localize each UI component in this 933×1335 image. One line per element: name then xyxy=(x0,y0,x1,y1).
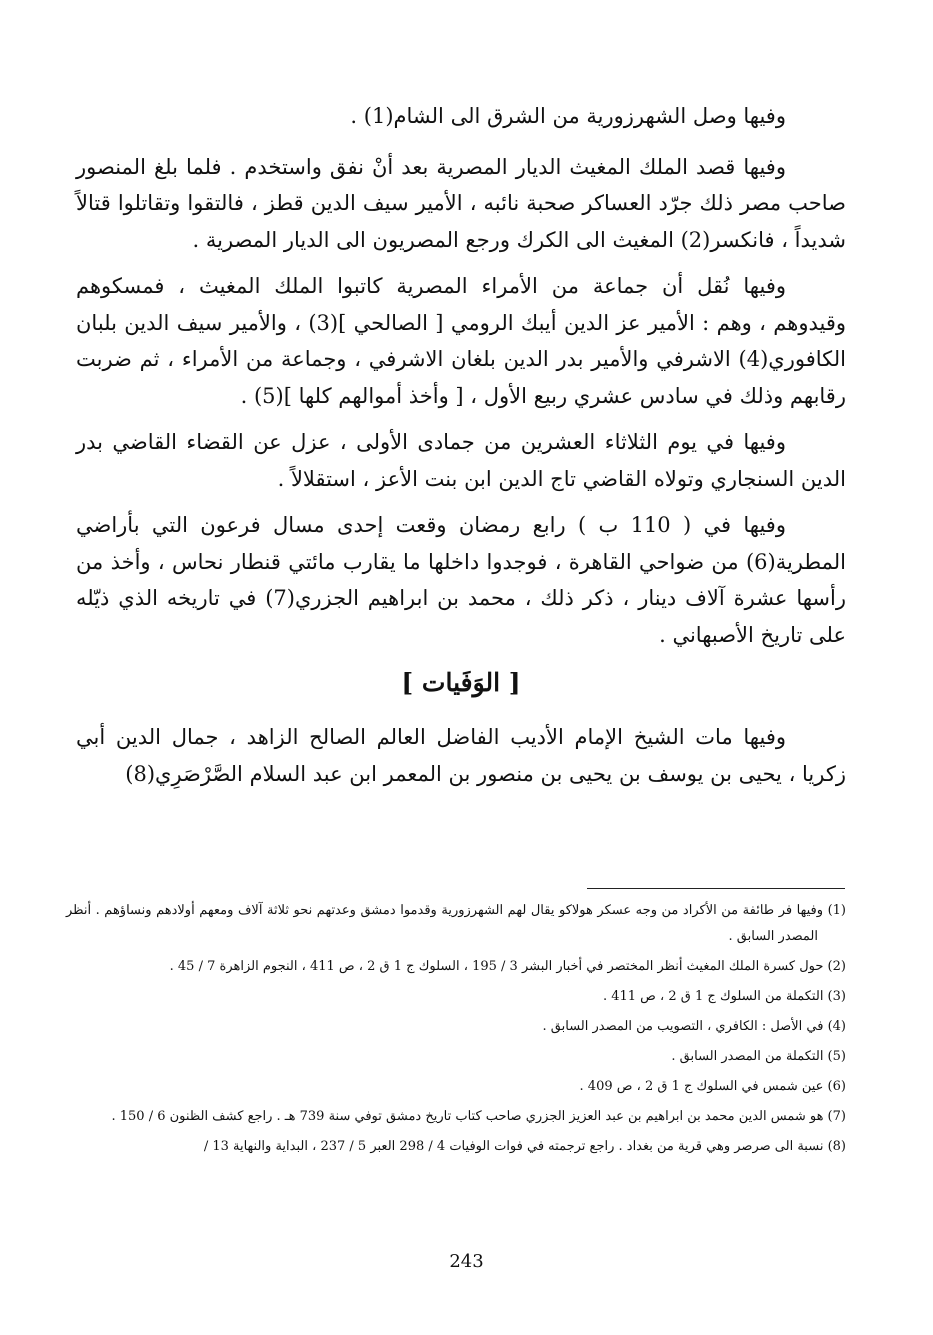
paragraph-death-sarsari: وفيها مات الشيخ الإمام الأديب الفاضل العالم الصالح الزاهد ، جمال الدين أبي زكريا ، يحيى بن يوسف بن يحيى بن منصور بن المعمر ابن عبد السلام الصَّرْصَرِي(8) xyxy=(76,725,846,786)
footnote-1: (1) وفيها فر طائفة من الأكراد من وجه عسكر هولاكو يقال لهم الشهرزورية وقدموا دمشق وعدتهم نحو ثلاثة آلاف ومعهم أولادهم ونساؤهم . أنظر المصدر السابق . xyxy=(66,903,846,944)
paragraph-obelisk: وفيها في ( 110 ب ) رابع رمضان وقعت إحدى مسال فرعون التي بأراضي المطرية(6) من ضواحي القاهرة ، فوجدوا داخلها ما يقارب مائتي قنطار نحاس ، وأخذ من رأسها عشرة آلاف دينار ، ذكر ذلك ، محمد بن ابراهيم الجزري(7) في تاريخه الذي ذيّله على تاريخ الأصبهاني . xyxy=(76,513,846,647)
paragraph-mughith-egypt: وفيها قصد الملك المغيث الديار المصرية بعد أنْ نفق واستخدم . فلما بلغ المنصور صاحب مصر ذلك جرّد العساكر صحبة نائبه ، الأمير سيف الدين قطز ، فالتقوا وتقاتلوا قتالاً شديداً ، فانكسر(2) المغيث الى الكرك ورجع المصريون الى الديار المصرية . xyxy=(76,154,846,252)
footnote-2: (2) حول كسرة الملك المغيث أنظر المختصر في أخبار البشر 3 / 195 ، السلوك ج 1 ق 2 ، ص 411 ، النجوم الزاهرة 7 / 45 . xyxy=(169,959,846,974)
footnotes xyxy=(66,898,846,1164)
paragraph-qadi-dismissal: وفيها في يوم الثلاثاء العشرين من جمادى الأولى ، عزل عن القضاء القاضي بدر الدين السنجاري وتولاه القاضي تاج الدين ابن بنت الأعز ، استقلالاً . xyxy=(76,430,846,491)
footnote-7: (7) هو شمس الدين محمد بن ابراهيم بن عبد العزيز الجزري صاحب كتاب تاريخ دمشق توفي سنة 739 هـ . راجع كشف الظنون 6 / 150 . xyxy=(111,1109,846,1124)
footnote-3: (3) التكملة من السلوك ج 1 ق 2 ، ص 411 . xyxy=(602,989,846,1004)
footnote-4: (4) في الأصل : الكافري ، التصويب من المصدر السابق . xyxy=(542,1019,846,1034)
main-text xyxy=(76,98,846,802)
page-number: 243 xyxy=(449,1251,484,1272)
footnote-separator xyxy=(587,888,845,889)
footnote-8: (8) نسبة الى صرصر وهي قرية من بغداد . راجع ترجمته في فوات الوفيات 4 / 298 العبر 5 / 237 ، البداية والنهاية 13 / xyxy=(203,1139,846,1154)
section-heading-deaths: [ الوَفَيات ] xyxy=(401,668,521,697)
paragraph-emirs-arrest: وفيها نُقل أن جماعة من الأمراء المصرية كاتبوا الملك المغيث ، فمسكوهم وقيدوهم ، وهم : الأمير عز الدين أيبك الرومي [ الصالحي ](3) ، والأمير سيف الدين بلبان الكافوري(4) الاشرفي والأمير بدر الدين بلغان الاشرفي ، وجماعة من الأمراء ، ثم ضربت رقابهم وذلك في سادس عشري ربيع الأول ، [ وأخذ أموالهم كلها ](5) . xyxy=(76,274,846,408)
paragraph-shahrazuriya: وفيها وصل الشهرزورية من الشرق الى الشام(1) . xyxy=(350,104,786,128)
footnote-5: (5) التكملة من المصدر السابق . xyxy=(671,1049,846,1064)
footnote-6: (6) عين شمس في السلوك ج 1 ق 2 ، ص 409 . xyxy=(579,1079,846,1094)
